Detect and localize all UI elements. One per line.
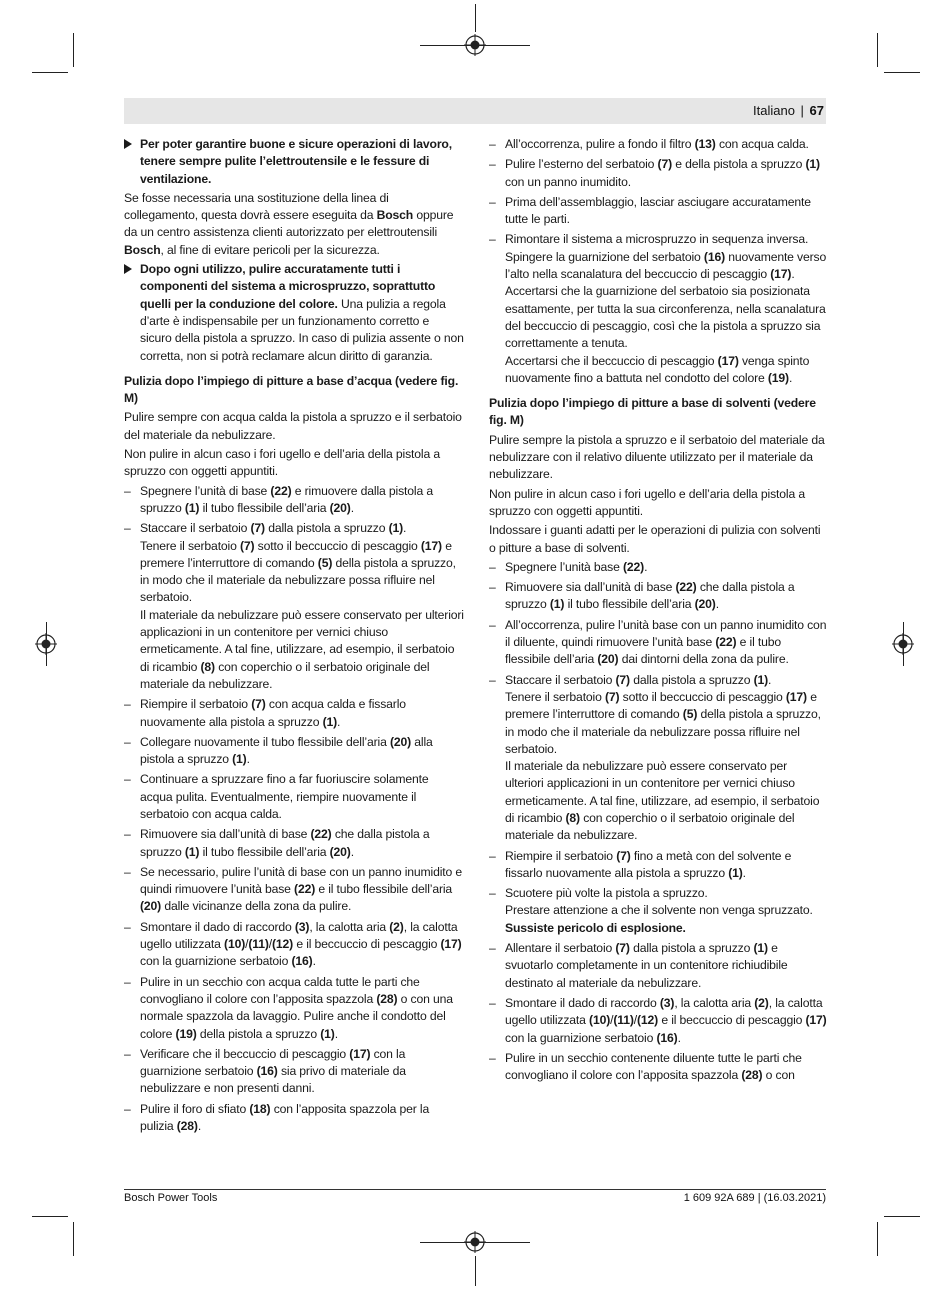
text-run: Spegnere l’unità base — [505, 559, 623, 574]
bold-text: (22) — [270, 483, 292, 498]
bold-text: (8) — [565, 810, 580, 825]
bold-text: (2) — [754, 995, 769, 1010]
warning-item — [124, 261, 464, 365]
text-run: con coperchio o il serbatoio originale del materiale da nebulizzare. — [140, 659, 430, 691]
bold-text: Bosch — [376, 208, 414, 223]
list-item — [489, 579, 827, 614]
bold-text: (16) — [291, 954, 313, 969]
text-run: Il materiale da nebulizzare può essere conservato per ulteriori applicazioni in un contenitore per vernici chiuso ermeticamente. A tal fine, utilizzare, ad esempio, il serbatoio di ricambio — [505, 759, 820, 825]
text-run: con l’apposita spazzola per la pulizia — [140, 1101, 430, 1134]
text-run: fino a metà con del solvente e fissarlo nuovamente alla pistola a spruzzo — [505, 848, 792, 880]
bold-text: (7) — [239, 538, 255, 553]
list-dash: – — [489, 995, 496, 1010]
text-run: All’occorrenza, pulire l’unità base con un panno inumidito con il diluente, quindi rimuovere l’unità base — [505, 617, 827, 650]
list-item-text — [140, 520, 464, 693]
text-run: dalla pistola a spruzzo — [629, 941, 754, 956]
text-run: Rimuovere sia dall’unità di base — [505, 580, 676, 595]
list-item-text — [140, 919, 464, 971]
text-run: Se necessario, pulire l’unità di base con un panno inumidito e quindi rimuovere l’unità base — [140, 864, 463, 897]
bullet-arrow-icon — [124, 139, 132, 149]
crop-mark — [877, 1222, 878, 1256]
bold-text: (18) — [249, 1101, 271, 1116]
right-column — [489, 136, 827, 1087]
text-run: / — [245, 937, 249, 952]
bold-text: (16) — [703, 249, 725, 264]
text-run: con la guarnizione serbatoio — [140, 1046, 406, 1079]
list-item-text — [505, 559, 827, 576]
text-run: Non pulire in alcun caso i fori ugello e dell’aria della pistola a spruzzo con oggetti appuntiti. — [489, 486, 805, 518]
bold-text: (19) — [767, 370, 789, 385]
bold-text: (17) — [805, 1013, 827, 1028]
text-run: alla pistola a spruzzo — [140, 734, 433, 767]
list-item-text — [140, 483, 464, 518]
list-item — [489, 136, 827, 153]
list-item — [124, 483, 464, 518]
list-item-text — [140, 1046, 464, 1098]
text-run: Continuare a spruzzare fino a far fuoriuscire solamente acqua pulita. Eventualmente, riempire nuovamente il serbatoio con acqua calda. — [140, 772, 429, 821]
list-item — [489, 995, 827, 1047]
text-run: Pulire sempre con acqua calda la pistola a spruzzo e il serbatoio del materiale da nebulizzare. — [124, 410, 462, 442]
bold-text: (22) — [294, 882, 316, 897]
list-dash: – — [124, 827, 131, 842]
bold-text: (7) — [615, 672, 630, 687]
text-run: . — [312, 954, 316, 969]
list-dash: – — [124, 974, 131, 989]
list-item — [489, 885, 827, 937]
text-run: . — [677, 1030, 681, 1045]
text-run: dai dintorni della zona da pulire. — [618, 652, 789, 667]
list-item-text — [505, 156, 827, 191]
bold-text: (17) — [349, 1046, 371, 1061]
text-run: con la guarnizione serbatoio — [140, 954, 292, 969]
text-run: Tenere il serbatoio — [140, 538, 240, 553]
text-run: / — [610, 1013, 614, 1028]
text-run: Rimuovere sia dall’unità di base — [140, 827, 311, 842]
text-run: dalla pistola a spruzzo — [264, 521, 389, 536]
text-run: e il tubo flessibile dell’aria — [505, 635, 781, 667]
list-dash: – — [489, 848, 496, 863]
bold-text: (7) — [251, 697, 266, 712]
warning-rest-text: Una pulizia a regola d’arte è indispensabile per un funzionamento corretto e sicuro della pistola a spruzzo. In caso di pulizia assente o non corretta, non si potrà reclamare alcun diritto di garanzia. — [140, 296, 464, 363]
bold-text: (7) — [616, 848, 631, 863]
list-dash: – — [489, 617, 496, 632]
text-run: il tubo flessibile dell’aria — [564, 597, 695, 612]
bold-text: (16) — [256, 1064, 278, 1079]
crop-mark — [32, 1216, 68, 1217]
text-run: Scuotere più volte la pistola a spruzzo. — [505, 886, 708, 901]
text-run: Riempire il serbatoio — [140, 697, 252, 712]
paragraph — [124, 446, 464, 481]
warning-item — [124, 136, 464, 188]
footer-doc-id: 1 609 92A 689 | (16.03.2021) — [683, 1192, 826, 1204]
bold-text: (17) — [717, 353, 739, 368]
list-item-text — [505, 136, 827, 153]
registration-mark-icon — [464, 1231, 486, 1253]
bold-text: (10) — [224, 937, 246, 952]
text-run: Accertarsi che il beccuccio di pescaggio — [505, 353, 718, 368]
text-run: Collegare nuovamente il tubo flessibile dell’aria — [140, 734, 390, 749]
list-item-text — [505, 231, 827, 387]
bold-text: (16) — [656, 1030, 678, 1045]
list-item — [124, 974, 464, 1043]
text-run: . — [791, 267, 795, 282]
text-run: venga spinto nuovamente fino a battuta nel condotto del colore — [505, 353, 810, 385]
warning-strong-text: Per poter garantire buone e sicure operazioni di lavoro, tenere sempre pulite l’elettroutensile e le fessure di ventilazione. — [140, 137, 452, 186]
bold-text: (2) — [389, 919, 404, 934]
bold-text: (17) — [785, 689, 807, 704]
bold-text: Bosch — [124, 242, 161, 257]
text-run: o con — [762, 1068, 795, 1083]
text-run: . — [350, 844, 354, 859]
list-item-text — [505, 885, 827, 937]
list-item — [124, 520, 464, 693]
registration-mark-icon — [464, 34, 486, 56]
text-run: Il materiale da nebulizzare può essere conservato per ulteriori applicazioni in un contenitore per vernici chiuso ermeticamente. A tal fine, utilizzare, ad esempio, il serbatoio di ricambio — [140, 607, 464, 674]
bold-text: (17) — [770, 267, 792, 282]
paragraph — [489, 432, 827, 484]
text-run: con coperchio o il serbatoio originale del materiale da nebulizzare. — [505, 810, 795, 843]
text-run: e rimuovere dalla pistola a spruzzo — [140, 483, 433, 515]
text-run: oppure da un centro assistenza clienti autorizzato per elettroutensili — [124, 208, 454, 240]
crop-mark — [73, 1222, 74, 1256]
registration-mark-icon — [35, 633, 57, 655]
text-run: . — [788, 370, 793, 385]
list-item — [489, 559, 827, 576]
bold-text: (22) — [715, 635, 737, 650]
list-item — [124, 771, 464, 823]
text-run: che dalla pistola a spruzzo — [505, 580, 795, 612]
text-run: Prestare attenzione a che il solvente non venga spruzzato. — [505, 903, 813, 918]
list-item — [124, 1101, 464, 1136]
text-run: e della pistola a spruzzo — [671, 157, 806, 172]
text-run: , al fine di evitare pericoli per la sicurezza. — [160, 242, 380, 257]
text-run: Pulire il foro di sfiato — [140, 1101, 250, 1116]
bold-text: (13) — [694, 137, 716, 151]
text-run: Indossare i guanti adatti per le operazioni di pulizia con solventi o pitture a base di solventi. — [489, 523, 821, 555]
bold-text: Sussiste pericolo di esplosione. — [505, 920, 686, 935]
text-run: con la guarnizione serbatoio — [505, 1030, 657, 1045]
paragraph — [489, 522, 827, 557]
list-dash: – — [124, 697, 131, 712]
list-item-text — [140, 734, 464, 769]
bold-text: (1) — [753, 672, 769, 687]
bold-text: (5) — [317, 555, 333, 570]
text-run: e premere l’interruttore di comando — [140, 538, 452, 570]
list-dash: – — [124, 1046, 131, 1061]
text-run: e il beccuccio di pescaggio — [293, 937, 441, 952]
bold-text: (20) — [140, 899, 162, 914]
bold-text: (7) — [250, 521, 265, 536]
paragraph — [124, 190, 464, 259]
list-item-text — [140, 864, 464, 916]
list-item — [489, 617, 827, 669]
list-dash: – — [489, 194, 496, 209]
list-item — [124, 919, 464, 971]
list-item — [124, 696, 464, 731]
text-run: e premere l’interruttore di comando — [505, 689, 817, 722]
text-run: Pulire in un secchio contenente diluente tutte le parti che convogliano il colore con l’apposita spazzola — [505, 1050, 802, 1083]
list-item — [489, 194, 827, 229]
text-run: , la calotta ugello utilizzata — [140, 919, 458, 952]
text-run: dalla pistola a spruzzo — [629, 672, 754, 687]
list-item — [124, 864, 464, 916]
text-run: . — [644, 559, 648, 574]
text-run: Riempire il serbatoio — [505, 848, 617, 863]
list-item — [489, 848, 827, 883]
list-item-text — [505, 617, 827, 669]
bold-text: (11) — [248, 937, 269, 952]
list-dash: – — [124, 1101, 131, 1116]
list-item — [489, 1050, 827, 1085]
bold-text: (1) — [753, 941, 768, 956]
paragraph — [124, 409, 464, 444]
text-run: All’occorrenza, pulire a fondo il filtro — [505, 137, 695, 151]
text-run: e il tubo flessibile dell’aria — [315, 882, 453, 897]
text-run: con acqua calda. — [715, 137, 809, 151]
left-column — [124, 136, 464, 1138]
bold-text: (1) — [805, 157, 820, 172]
crop-mark — [884, 72, 920, 73]
list-dash: – — [124, 864, 131, 879]
text-run: Accertarsi che la guarnizione del serbatoio sia posizionata esattamente, per tutta la sua circonferenza, nella scanalatura del beccuccio di pescaggio, così che la pistola a spruzzo sia correttamente a tenuta. — [505, 284, 826, 351]
text-run: . — [246, 752, 250, 767]
text-run: . — [197, 1119, 202, 1134]
paragraph — [489, 486, 827, 521]
bold-text: (17) — [420, 538, 442, 553]
list-item-text — [140, 974, 464, 1043]
text-run: . — [334, 1026, 338, 1041]
bold-text: (7) — [615, 941, 630, 956]
bold-text: (1) — [728, 865, 743, 880]
section-heading: Pulizia dopo l’impiego di pitture a base di solventi (vedere fig. M) — [489, 396, 816, 428]
bold-text: (8) — [200, 659, 215, 674]
text-run: Staccare il serbatoio — [140, 521, 251, 536]
bold-text: (1) — [549, 597, 565, 612]
crop-mark — [884, 1216, 920, 1217]
list-dash: – — [124, 919, 131, 934]
bold-text: (17) — [440, 937, 462, 952]
page-number: 67 — [809, 103, 824, 118]
bold-text: (10) — [589, 1013, 611, 1028]
list-item-text — [140, 696, 464, 731]
text-run: Pulire in un secchio con acqua calda tutte le parti che convogliano il colore con l’apposita spazzola — [140, 974, 420, 1006]
bold-text: (22) — [310, 827, 332, 842]
text-run: . — [768, 672, 772, 687]
list-item — [489, 940, 827, 992]
list-item-text — [505, 194, 827, 229]
text-run: il tubo flessibile dell’aria — [199, 500, 330, 515]
text-run: . — [350, 500, 354, 515]
list-dash: – — [489, 1050, 496, 1065]
list-dash: – — [489, 580, 496, 595]
text-run: e svuotarlo completamente in un contenitore richiudibile destinato al materiale da nebulizzare. — [505, 941, 788, 990]
bold-text: (20) — [597, 652, 619, 667]
text-run: della pistola a spruzzo — [196, 1026, 321, 1041]
text-run: il tubo flessibile dell’aria — [199, 844, 330, 859]
list-dash: – — [124, 772, 131, 787]
list-dash: – — [489, 672, 496, 687]
bold-text: (12) — [637, 1013, 659, 1028]
list-item — [124, 734, 464, 769]
list-dash: – — [124, 521, 131, 536]
list-item-text — [140, 1101, 464, 1136]
text-run: Smontare il dado di raccordo — [505, 995, 660, 1010]
crop-mark — [73, 33, 74, 67]
text-run: Verificare che il beccuccio di pescaggio — [140, 1046, 350, 1061]
bold-text: (28) — [376, 991, 398, 1006]
bold-text: (1) — [322, 714, 338, 729]
list-dash: – — [489, 232, 496, 247]
footer-brand: Bosch Power Tools — [124, 1192, 218, 1204]
list-item-text — [140, 826, 464, 861]
list-item — [489, 231, 827, 387]
bold-text: (12) — [272, 937, 294, 952]
list-item — [489, 672, 827, 845]
text-run: Tenere il serbatoio — [505, 689, 605, 704]
bold-text: (1) — [320, 1026, 335, 1041]
text-run: / — [268, 937, 273, 952]
text-run: . — [403, 521, 407, 536]
crop-mark — [877, 33, 878, 67]
bold-text: (19) — [175, 1026, 197, 1041]
text-run: Se fosse necessaria una sostituzione della linea di collegamento, questa dovrà essere eseguita da — [124, 190, 389, 223]
text-run: della pistola a spruzzo, in modo che il materiale da nebulizzare possa rifluire nel serbatoio. — [505, 707, 821, 756]
bold-text: (22) — [675, 580, 697, 595]
text-run: con un panno inumidito. — [505, 174, 631, 189]
crop-mark — [32, 72, 68, 73]
list-dash: – — [489, 559, 496, 574]
text-run: sotto il beccuccio di pescaggio — [619, 689, 786, 704]
bold-text: (1) — [184, 500, 200, 515]
text-run: , la calotta aria — [309, 919, 390, 934]
list-item-text — [505, 995, 827, 1047]
list-item — [124, 1046, 464, 1098]
list-item-text — [505, 579, 827, 614]
text-run: sotto il beccuccio di pescaggio — [254, 538, 421, 553]
list-item-text — [505, 848, 827, 883]
text-run: Pulire l’esterno del serbatoio — [505, 157, 658, 172]
text-run: Pulire sempre la pistola a spruzzo e il serbatoio del materiale da nebulizzare con il relativo diluente utilizzato per il materiale da nebulizzare. — [489, 432, 825, 482]
bold-text: (7) — [604, 689, 620, 704]
bold-text: (20) — [389, 734, 412, 749]
page-header — [753, 103, 824, 118]
bold-text: (20) — [329, 844, 351, 859]
text-run: o con una normale spazzola da lavaggio. Pulire anche il condotto del colore — [140, 991, 453, 1041]
bold-text: (3) — [659, 995, 675, 1010]
list-dash: – — [489, 137, 496, 151]
list-dash: – — [124, 734, 131, 749]
header-band — [124, 98, 826, 124]
list-item-text — [505, 1050, 827, 1085]
header-separator: | — [796, 103, 808, 118]
list-dash: – — [489, 886, 496, 901]
bold-text: (20) — [329, 500, 351, 515]
text-run: sia privo di materiale da nebulizzare e non presenti danni. — [140, 1064, 406, 1096]
text-run: e il beccuccio di pescaggio — [658, 1013, 806, 1028]
text-run: . — [337, 714, 341, 729]
bold-text: (1) — [232, 752, 247, 767]
registration-mark-icon — [892, 633, 914, 655]
text-run: . — [742, 865, 746, 880]
text-run: . — [715, 597, 719, 612]
list-dash: – — [489, 157, 496, 172]
section-heading: Pulizia dopo l’impiego di pitture a base d’acqua (vedere fig. M) — [124, 373, 459, 406]
text-run: Smontare il dado di raccordo — [140, 919, 295, 934]
text-run: dalle vicinanze della zona da pulire. — [161, 899, 352, 914]
bullet-arrow-icon — [124, 264, 132, 274]
bold-text: (20) — [694, 597, 716, 612]
bold-text: (1) — [184, 844, 200, 859]
bold-text: (28) — [741, 1068, 763, 1083]
text-run: Rimontare il sistema a microspruzzo in sequenza inversa. Spingere la guarnizione del serbatoio — [505, 232, 809, 264]
list-item-text — [505, 940, 827, 992]
text-run: , la calotta ugello utilizzata — [505, 995, 823, 1028]
bold-text: (28) — [176, 1119, 198, 1134]
list-dash: – — [489, 941, 496, 956]
text-run: Non pulire in alcun caso i fori ugello e dell’aria della pistola a spruzzo con oggetti appuntiti. — [124, 447, 440, 479]
bold-text: (1) — [388, 521, 404, 536]
list-item-text — [140, 771, 464, 823]
crop-mark — [475, 1256, 476, 1286]
text-run: , la calotta aria — [674, 995, 755, 1010]
bold-text: (3) — [294, 919, 310, 934]
bold-text: (5) — [682, 707, 698, 722]
list-item-text — [505, 672, 827, 845]
header-language: Italiano — [753, 103, 795, 118]
text-run: della pistola a spruzzo, in modo che il materiale da nebulizzare possa rifluire nel serbatoio. — [140, 555, 456, 605]
text-run: Prima dell’assemblaggio, lasciar asciugare accuratamente tutte le parti. — [505, 194, 811, 227]
text-run: che dalla pistola a spruzzo — [140, 827, 430, 859]
bold-text: (7) — [657, 157, 672, 172]
list-item — [489, 156, 827, 191]
footer-rule — [124, 1189, 826, 1190]
bold-text: (11) — [613, 1013, 634, 1028]
list-item — [124, 826, 464, 861]
text-run: / — [633, 1013, 638, 1028]
text-run: nuovamente verso l’alto nella scanalatura del beccuccio di pescaggio — [505, 249, 827, 282]
text-run: Staccare il serbatoio — [505, 672, 616, 687]
text-run: Allentare il serbatoio — [505, 941, 616, 956]
text-run: con acqua calda e fissarlo nuovamente alla pistola a spruzzo — [140, 697, 406, 729]
crop-mark — [475, 4, 476, 32]
text-run: Spegnere l’unità di base — [140, 483, 271, 498]
warning-strong-text: Dopo ogni utilizzo, pulire accuratamente tutti i componenti del sistema a microspruzzo, soprattutto quelli per la conduzione del colore. — [140, 262, 436, 311]
bold-text: (22) — [623, 559, 645, 574]
list-dash: – — [124, 483, 131, 498]
